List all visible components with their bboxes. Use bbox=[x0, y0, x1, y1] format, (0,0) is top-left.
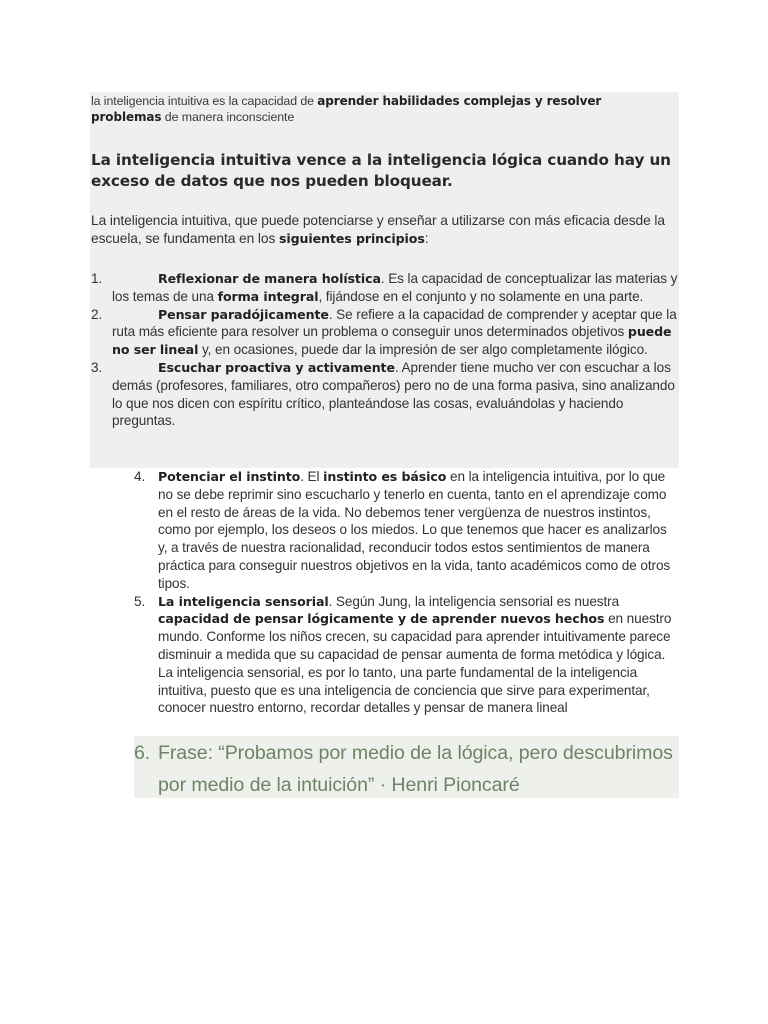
quote-text: Frase: “Probamos por medio de la lógica, pero descubrimos por medio de la intuición” · Henri Pioncaré bbox=[158, 742, 673, 796]
principles-text-bold: siguientes principios bbox=[278, 231, 425, 246]
intro-sentence bbox=[91, 93, 671, 125]
quote-number: 6. bbox=[134, 742, 151, 764]
section-heading: La inteligencia intuitiva vence a la inteligencia lógica cuando hay un exceso de datos que nos pueden bloquear. bbox=[91, 151, 671, 190]
list-item-bold: Pensar paradójicamente bbox=[158, 306, 329, 322]
principles-list-a bbox=[91, 270, 681, 430]
list-item-bold: puede no ser lineal bbox=[112, 324, 672, 358]
quote-block bbox=[134, 737, 682, 801]
list-item-bold: Reflexionar de manera holística bbox=[158, 271, 381, 286]
list-item-text: , fijándose en el conjunto y no solamente en una parte. bbox=[318, 288, 644, 304]
list-item-bold: La inteligencia sensorial bbox=[158, 593, 329, 609]
list-item-text: . Es la capacidad de conceptualizar las materias y los temas de una bbox=[112, 271, 678, 304]
list-item-text: en nuestro mundo. Conforme los niños crecen, su capacidad para aprender intuitivamente parece disminuir a medida que su capacidad de pensar aumenta de forma metódica y lógica. La inteligencia sensorial, es por lo tanto, una parte fundamental de la inteligencia intuitiva, puesto que es una inteligencia de conciencia que sirve para experimentar, conocer nuestro entorno, recordar detalles y pensar de manera lineal bbox=[158, 611, 672, 716]
intro-text-pre: la inteligencia intuitiva es la capacidad de bbox=[91, 94, 318, 108]
list-item-bold: forma integral bbox=[217, 288, 319, 304]
list-item-bold: instinto es básico bbox=[323, 469, 447, 484]
principles-list-b bbox=[134, 468, 679, 717]
list-item-text: . Aprender tiene mucho ver con escuchar a los demás (profesores, familiares, otro compañeros) pero no de una forma pasiva, sino analizando lo que nos dicen con espíritu crítico, planteándose las cosas, evaluándolas y haciendo preguntas. bbox=[112, 359, 675, 429]
list-item-text: y, en ocasiones, puede dar la impresión de ser algo completamente ilógico. bbox=[198, 342, 648, 358]
list-item-bold: capacidad de pensar lógicamente y de aprender nuevos hechos bbox=[158, 611, 605, 627]
list-item-number: 5. bbox=[134, 593, 146, 609]
principles-intro bbox=[91, 212, 676, 248]
highlight-background-tail bbox=[90, 442, 134, 468]
list-item bbox=[134, 468, 679, 593]
list-item-text: . El bbox=[300, 469, 324, 484]
list-item-bold: Potenciar el instinto bbox=[158, 469, 301, 484]
principles-text-post: : bbox=[424, 231, 429, 246]
list-item bbox=[134, 593, 679, 718]
list-item bbox=[91, 270, 681, 306]
list-item-bold: Escuchar proactiva y activamente bbox=[158, 359, 395, 375]
intro-text-post: de manera inconsciente bbox=[161, 110, 295, 124]
list-item-text: . Según Jung, la inteligencia sensorial es nuestra bbox=[328, 593, 620, 609]
intro-text-bold: aprender habilidades complejas y resolver problemas bbox=[91, 94, 602, 124]
list-item-number: 1. bbox=[91, 271, 103, 286]
list-item-number: 2. bbox=[91, 306, 103, 322]
list-item-number: 4. bbox=[134, 469, 146, 484]
list-item bbox=[91, 359, 681, 430]
list-item-text: en la inteligencia intuitiva, por lo que no se debe reprimir sino escucharlo y tenerlo en cuenta, tanto en el aprendizaje como en el resto de áreas de la vida. No debemos tener vergüenza de nuestros instintos, como por ejemplo, los deseos o los miedos. Lo que tenemos que hacer es analizarlos y, a través de nuestra racionalidad, reconducir todos estos sentimientos de manera práctica para conseguir nuestros objetivos en la vida, tanto académicos como de otros tipos. bbox=[158, 469, 671, 591]
principles-text-pre: La inteligencia intuitiva, que puede potenciarse y enseñar a utilizarse con más eficacia desde la escuela, se fundamenta en los bbox=[91, 213, 665, 246]
list-item-number: 3. bbox=[91, 359, 103, 375]
list-item-text: . Se refiere a la capacidad de comprender y aceptar que la ruta más eficiente para resolver un problema o conseguir unos determinados objetivos bbox=[112, 306, 677, 340]
list-item bbox=[91, 306, 681, 359]
